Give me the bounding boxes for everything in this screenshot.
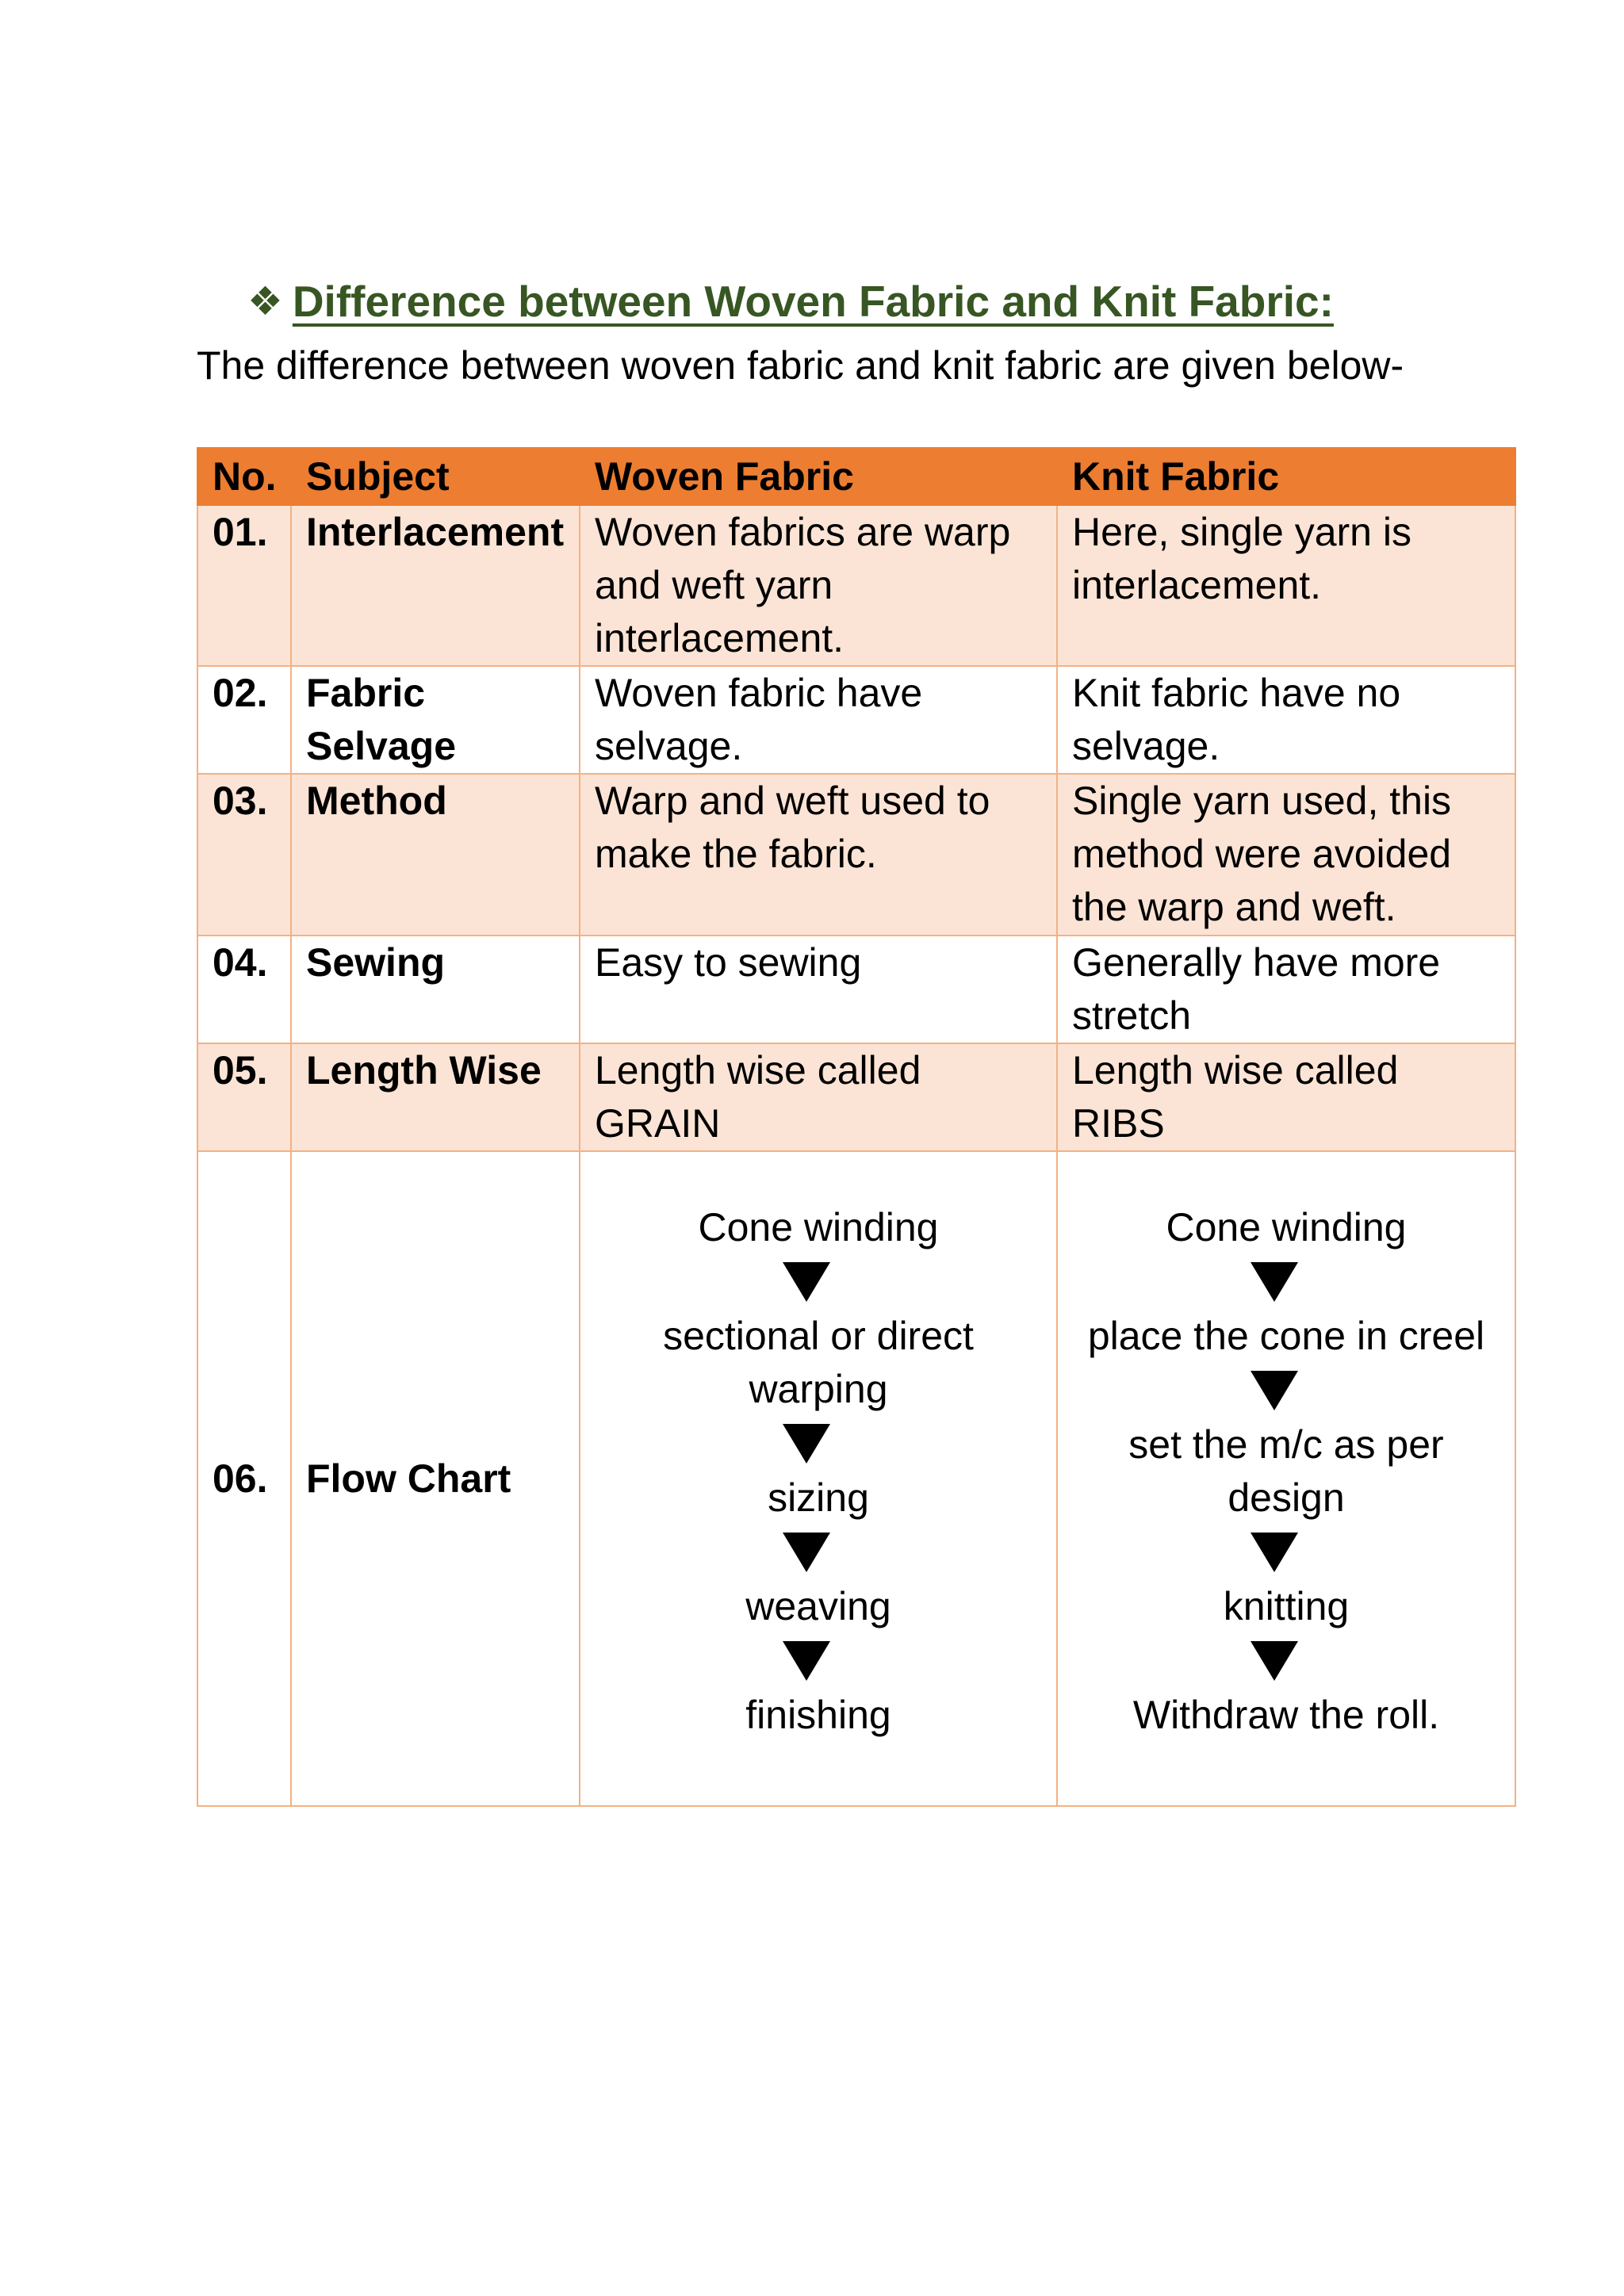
heading-title: Difference between Woven Fabric and Knit Fabric: bbox=[292, 277, 1334, 326]
down-arrow-icon bbox=[1251, 1641, 1298, 1681]
knit-flow-cell bbox=[1057, 1151, 1515, 1806]
down-arrow-icon bbox=[783, 1262, 830, 1302]
knit-cell: Length wise called RIBS bbox=[1057, 1043, 1515, 1151]
row-number: 02. bbox=[197, 666, 291, 774]
row-number: 04. bbox=[197, 936, 291, 1043]
row-number: 06. bbox=[197, 1151, 291, 1806]
flow-step: Withdraw the roll. bbox=[1132, 1693, 1440, 1737]
comparison-table bbox=[197, 447, 1516, 1807]
woven-cell: Length wise called GRAIN bbox=[580, 1043, 1057, 1151]
flow-step: weaving bbox=[745, 1584, 891, 1628]
row-subject: Fabric Selvage bbox=[291, 666, 580, 774]
table-row bbox=[197, 774, 1515, 936]
row-number: 05. bbox=[197, 1043, 291, 1151]
woven-flow-chart bbox=[595, 1201, 1042, 1742]
flow-step: sectional or direct warping bbox=[663, 1314, 974, 1411]
intro-text: The difference between woven fabric and knit fabric are given below- bbox=[197, 343, 1404, 388]
page-heading bbox=[247, 276, 1334, 327]
down-arrow-icon bbox=[1251, 1262, 1298, 1302]
flow-step: set the m/c as per design bbox=[1128, 1422, 1444, 1520]
woven-cell: Woven fabrics are warp and weft yarn interlacement. bbox=[580, 505, 1057, 666]
diamond-bullet-icon: ❖ bbox=[247, 278, 283, 324]
flow-step: Cone winding bbox=[1166, 1205, 1407, 1249]
row-number: 03. bbox=[197, 774, 291, 936]
knit-cell: Knit fabric have no selvage. bbox=[1057, 666, 1515, 774]
down-arrow-icon bbox=[783, 1641, 830, 1681]
knit-cell: Single yarn used, this method were avoided the warp and weft. bbox=[1057, 774, 1515, 936]
down-arrow-icon bbox=[1251, 1533, 1298, 1572]
flow-step: finishing bbox=[745, 1693, 891, 1737]
down-arrow-icon bbox=[1251, 1371, 1298, 1410]
header-subject: Subject bbox=[291, 448, 580, 505]
woven-cell: Easy to sewing bbox=[580, 936, 1057, 1043]
flow-step: sizing bbox=[768, 1475, 869, 1520]
header-knit-fabric: Knit Fabric bbox=[1057, 448, 1515, 505]
down-arrow-icon bbox=[783, 1533, 830, 1572]
table-row bbox=[197, 936, 1515, 1043]
flow-step: Cone winding bbox=[698, 1205, 939, 1249]
header-no: No. bbox=[197, 448, 291, 505]
row-subject: Interlacement bbox=[291, 505, 580, 666]
table-row bbox=[197, 1043, 1515, 1151]
table-row bbox=[197, 505, 1515, 666]
row-subject: Flow Chart bbox=[291, 1151, 580, 1806]
table-header-row bbox=[197, 448, 1515, 505]
flow-step: place the cone in creel bbox=[1087, 1314, 1485, 1358]
knit-flow-chart bbox=[1072, 1201, 1500, 1742]
row-number: 01. bbox=[197, 505, 291, 666]
row-subject: Length Wise bbox=[291, 1043, 580, 1151]
knit-cell: Here, single yarn is interlacement. bbox=[1057, 505, 1515, 666]
table-row bbox=[197, 666, 1515, 774]
down-arrow-icon bbox=[783, 1424, 830, 1464]
flow-step: knitting bbox=[1223, 1584, 1350, 1628]
knit-cell: Generally have more stretch bbox=[1057, 936, 1515, 1043]
woven-flow-cell bbox=[580, 1151, 1057, 1806]
header-woven-fabric: Woven Fabric bbox=[580, 448, 1057, 505]
flow-chart-row bbox=[197, 1151, 1515, 1806]
woven-cell: Warp and weft used to make the fabric. bbox=[580, 774, 1057, 936]
woven-cell: Woven fabric have selvage. bbox=[580, 666, 1057, 774]
row-subject: Sewing bbox=[291, 936, 580, 1043]
row-subject: Method bbox=[291, 774, 580, 936]
